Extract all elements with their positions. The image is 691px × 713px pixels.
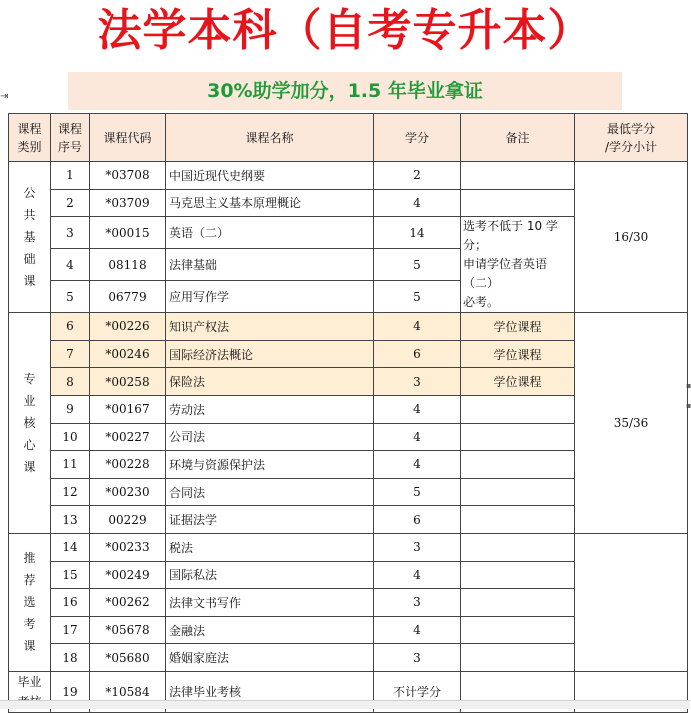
code-cell: 00229 <box>90 506 166 534</box>
credit-cell: 4 <box>374 189 461 217</box>
seq-cell: 3 <box>51 217 90 249</box>
credit-cell: 4 <box>374 313 461 341</box>
credit-cell: 5 <box>374 478 461 506</box>
seq-cell: 7 <box>51 340 90 368</box>
credit-cell: 4 <box>374 395 461 423</box>
course-name-cell: 公司法 <box>166 423 374 451</box>
category-cell: 专 业 核 心 课 <box>9 313 51 534</box>
header-name: 课程名称 <box>166 114 374 162</box>
remark-cell <box>461 561 575 589</box>
code-cell: *00226 <box>90 313 166 341</box>
course-name-cell: 法律文书写作 <box>166 589 374 617</box>
code-cell: *05678 <box>90 616 166 644</box>
code-cell: *00233 <box>90 533 166 561</box>
seq-cell: 10 <box>51 423 90 451</box>
seq-cell: 14 <box>51 533 90 561</box>
code-cell: *00228 <box>90 451 166 479</box>
course-name-cell: 国际经济法概论 <box>166 340 374 368</box>
credit-cell: 4 <box>374 561 461 589</box>
course-name-cell: 环境与资源保护法 <box>166 451 374 479</box>
seq-cell: 6 <box>51 313 90 341</box>
course-name-cell: 保险法 <box>166 368 374 396</box>
category-cell: 公 共 基 础 课 <box>9 162 51 313</box>
header-seq: 课程 序号 <box>51 114 90 162</box>
credit-cell: 14 <box>374 217 461 249</box>
remark-cell: 学位课程 <box>461 313 575 341</box>
remark-cell <box>461 616 575 644</box>
subtotal-cell: 35/36 <box>575 313 688 534</box>
credit-cell: 6 <box>374 506 461 534</box>
remark-cell <box>461 533 575 561</box>
scroll-marker-icon[interactable]: ▪ <box>686 381 691 390</box>
course-name-cell: 金融法 <box>166 616 374 644</box>
seq-cell: 13 <box>51 506 90 534</box>
remark-cell <box>461 478 575 506</box>
code-cell: *00258 <box>90 368 166 396</box>
credit-cell: 6 <box>374 340 461 368</box>
credit-cell: 3 <box>374 644 461 672</box>
credit-cell: 3 <box>374 589 461 617</box>
sheet-bottom-bar <box>0 700 690 709</box>
header-credit: 学分 <box>374 114 461 162</box>
remark-cell <box>461 589 575 617</box>
seq-cell: 4 <box>51 249 90 281</box>
remark-cell <box>461 395 575 423</box>
seq-cell: 5 <box>51 281 90 313</box>
remark-cell <box>461 162 575 190</box>
course-name-cell: 马克思主义基本原理概论 <box>166 189 374 217</box>
seq-cell: 15 <box>51 561 90 589</box>
table-header-row <box>9 114 688 162</box>
code-cell: *03709 <box>90 189 166 217</box>
category-cell: 推 荐 选 考 课 <box>9 533 51 671</box>
code-cell: *00167 <box>90 395 166 423</box>
seq-cell: 1 <box>51 162 90 190</box>
remark-cell: 学位课程 <box>461 340 575 368</box>
course-name-cell: 合同法 <box>166 478 374 506</box>
note-cell: 选考不低于 10 学分； 申请学位者英语（二） 必考。 <box>461 217 575 313</box>
subtotal-cell: 16/30 <box>575 162 688 313</box>
credit-cell: 3 <box>374 533 461 561</box>
remark-cell <box>461 451 575 479</box>
course-name-cell: 劳动法 <box>166 395 374 423</box>
scroll-marker-icon[interactable]: ▪ <box>686 401 691 410</box>
credit-cell: 3 <box>374 368 461 396</box>
credit-cell: 5 <box>374 249 461 281</box>
table-row <box>9 313 688 341</box>
course-name-cell: 知识产权法 <box>166 313 374 341</box>
code-cell: *00246 <box>90 340 166 368</box>
credit-cell: 4 <box>374 616 461 644</box>
seq-cell: 16 <box>51 589 90 617</box>
course-name-cell: 婚姻家庭法 <box>166 644 374 672</box>
course-name-cell: 法律基础 <box>166 249 374 281</box>
seq-cell: 11 <box>51 451 90 479</box>
credit-cell: 5 <box>374 281 461 313</box>
code-cell: *00230 <box>90 478 166 506</box>
remark-cell <box>461 506 575 534</box>
remark-cell <box>461 644 575 672</box>
seq-cell: 8 <box>51 368 90 396</box>
code-cell: 06779 <box>90 281 166 313</box>
code-cell: *00262 <box>90 589 166 617</box>
credit-cell: 2 <box>374 162 461 190</box>
seq-cell: 18 <box>51 644 90 672</box>
header-category: 课程 类别 <box>9 114 51 162</box>
course-name-cell: 证据法学 <box>166 506 374 534</box>
category-cell: 毕业 <box>9 671 51 712</box>
seq-cell: 17 <box>51 616 90 644</box>
seq-cell: 2 <box>51 189 90 217</box>
table-row <box>9 162 688 190</box>
credit-cell: 4 <box>374 423 461 451</box>
page-title: 法学本科（自考专升本） <box>97 5 593 56</box>
course-name-cell: 英语（二） <box>166 217 374 249</box>
seq-cell: 12 <box>51 478 90 506</box>
credit-cell: 不计学分 <box>374 671 461 712</box>
header-code: 课程代码 <box>90 114 166 162</box>
remark-cell <box>461 189 575 217</box>
code-cell: 08118 <box>90 249 166 281</box>
seq-cell: 9 <box>51 395 90 423</box>
code-cell: *03708 <box>90 162 166 190</box>
course-table <box>8 113 688 713</box>
course-name-cell: 应用写作学 <box>166 281 374 313</box>
course-name-cell: 中国近现代史纲要 <box>166 162 374 190</box>
header-min-credit: 最低学分 /学分小计 <box>575 114 688 162</box>
credit-cell: 4 <box>374 451 461 479</box>
course-name-cell: 税法 <box>166 533 374 561</box>
course-name-cell: 法律毕业考核 <box>166 671 374 712</box>
code-cell: *05680 <box>90 644 166 672</box>
code-cell: *00249 <box>90 561 166 589</box>
code-cell: *00015 <box>90 217 166 249</box>
subtitle-banner: 30%助学加分，1.5 年毕业拿证 <box>68 72 622 110</box>
code-cell: *00227 <box>90 423 166 451</box>
row-expand-icon[interactable]: ⇥ <box>0 91 9 102</box>
remark-cell: 学位课程 <box>461 368 575 396</box>
header-note: 备注 <box>461 114 575 162</box>
code-cell: *10584 <box>90 671 166 712</box>
course-name-cell: 国际私法 <box>166 561 374 589</box>
seq-cell: 19 <box>51 671 90 712</box>
subtotal-cell <box>575 533 688 671</box>
remark-cell <box>461 423 575 451</box>
table-row <box>9 533 688 561</box>
